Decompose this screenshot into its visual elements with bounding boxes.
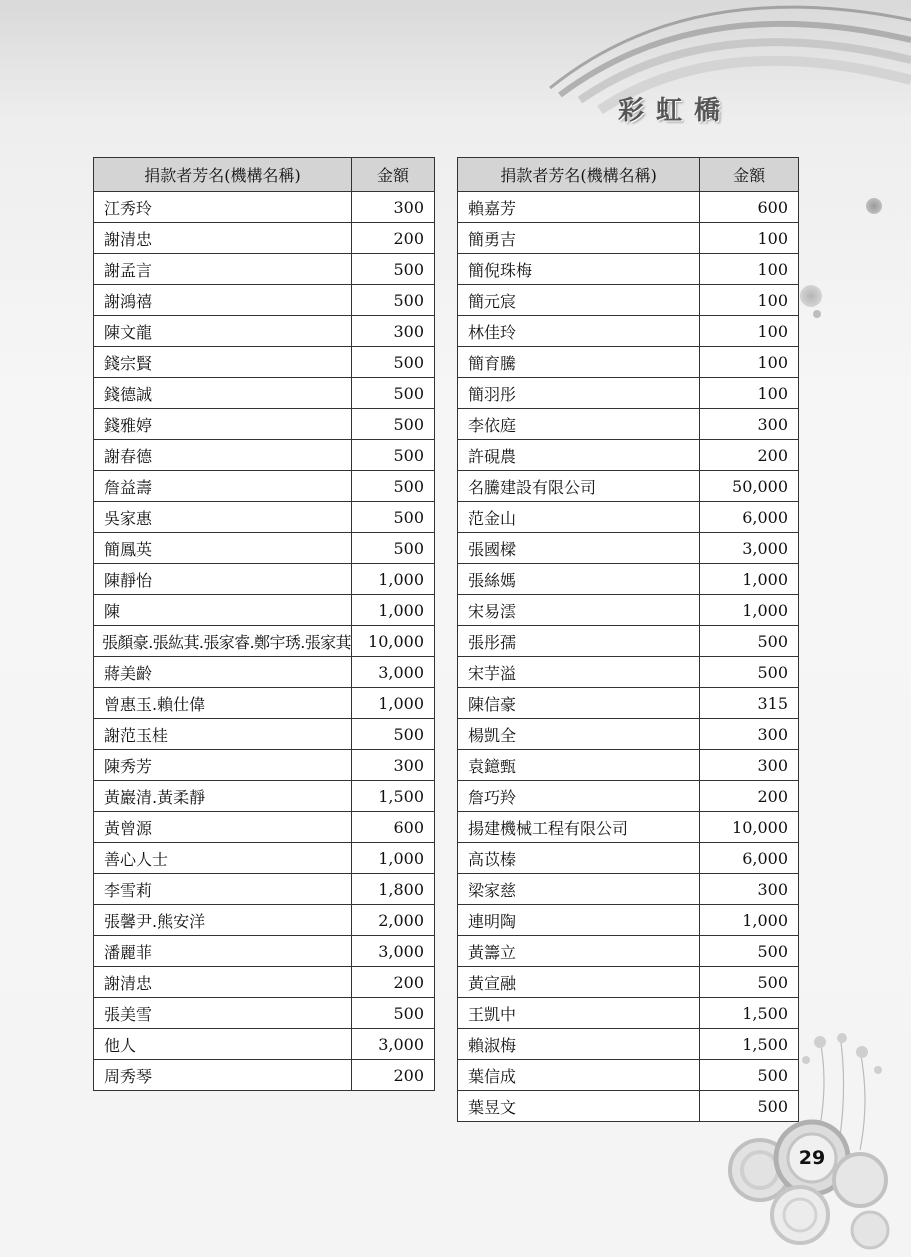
table-row — [458, 967, 799, 998]
donor-name: 錢雅婷 — [94, 409, 352, 440]
donor-name: 李依庭 — [458, 409, 700, 440]
donor-name: 名騰建設有限公司 — [458, 471, 700, 502]
donation-amount: 200 — [351, 223, 434, 254]
donor-name: 詹巧羚 — [458, 781, 700, 812]
table-row — [458, 719, 799, 750]
donor-name: 謝春德 — [94, 440, 352, 471]
table-row — [94, 378, 435, 409]
table-row — [94, 967, 435, 998]
table-row — [458, 533, 799, 564]
donor-name: 詹益壽 — [94, 471, 352, 502]
table-row — [458, 378, 799, 409]
donation-amount: 500 — [351, 378, 434, 409]
table-row — [458, 998, 799, 1029]
donor-table-left — [93, 157, 435, 1091]
table-row — [94, 285, 435, 316]
donor-name: 潘麗菲 — [94, 936, 352, 967]
donor-name: 謝清忠 — [94, 223, 352, 254]
donation-amount: 300 — [700, 719, 799, 750]
donation-amount: 500 — [700, 1091, 799, 1122]
header-title: 彩虹橋 — [618, 96, 733, 126]
table-row — [458, 905, 799, 936]
donor-name: 陳秀芳 — [94, 750, 352, 781]
donation-amount: 1,000 — [351, 564, 434, 595]
table-row — [458, 1091, 799, 1122]
table-row — [458, 626, 799, 657]
donation-amount: 200 — [351, 1060, 434, 1091]
donation-amount: 2,000 — [351, 905, 434, 936]
column-header-amount: 金額 — [351, 158, 434, 192]
donation-amount: 10,000 — [700, 812, 799, 843]
donation-amount: 1,000 — [351, 843, 434, 874]
donation-amount: 1,500 — [351, 781, 434, 812]
table-row — [94, 254, 435, 285]
table-row — [458, 1029, 799, 1060]
table-row — [458, 843, 799, 874]
donation-amount: 1,000 — [351, 595, 434, 626]
column-header-name: 捐款者芳名(機構名稱) — [94, 158, 352, 192]
donation-amount: 500 — [700, 657, 799, 688]
table-row — [94, 1029, 435, 1060]
donor-name: 簡勇吉 — [458, 223, 700, 254]
donor-name: 黃巖清.黃柔靜 — [94, 781, 352, 812]
table-row — [94, 936, 435, 967]
column-header-name: 捐款者芳名(機構名稱) — [458, 158, 700, 192]
table-row — [458, 564, 799, 595]
donor-name: 張馨尹.熊安洋 — [94, 905, 352, 936]
table-row — [94, 347, 435, 378]
donation-amount: 500 — [351, 719, 434, 750]
donor-name: 陳靜怡 — [94, 564, 352, 595]
table-row — [94, 781, 435, 812]
donor-name: 黃籌立 — [458, 936, 700, 967]
table-row — [94, 502, 435, 533]
donation-amount: 1,000 — [700, 564, 799, 595]
table-row — [458, 1060, 799, 1091]
donor-name: 高苡榛 — [458, 843, 700, 874]
donation-amount: 50,000 — [700, 471, 799, 502]
donor-name: 簡倪珠梅 — [458, 254, 700, 285]
table-row — [94, 843, 435, 874]
table-row — [458, 595, 799, 626]
donation-amount: 3,000 — [700, 533, 799, 564]
table-row — [458, 502, 799, 533]
donor-name: 吳家惠 — [94, 502, 352, 533]
donor-name: 范金山 — [458, 502, 700, 533]
donor-name: 葉信成 — [458, 1060, 700, 1091]
donation-amount: 100 — [700, 223, 799, 254]
table-row — [458, 254, 799, 285]
table-row — [458, 812, 799, 843]
donation-amount: 3,000 — [351, 657, 434, 688]
donation-amount: 100 — [700, 378, 799, 409]
table-row — [458, 285, 799, 316]
donation-amount: 315 — [700, 688, 799, 719]
donor-name: 王凱中 — [458, 998, 700, 1029]
donor-name: 簡育騰 — [458, 347, 700, 378]
donor-table-right — [457, 157, 799, 1122]
donation-amount: 6,000 — [700, 843, 799, 874]
donor-name: 簡鳳英 — [94, 533, 352, 564]
table-header-row — [94, 158, 435, 192]
donor-name: 宋易澐 — [458, 595, 700, 626]
table-row — [94, 564, 435, 595]
column-header-amount: 金額 — [700, 158, 799, 192]
table-row — [94, 595, 435, 626]
table-row — [94, 657, 435, 688]
donor-name: 陳文龍 — [94, 316, 352, 347]
donation-amount: 6,000 — [700, 502, 799, 533]
donor-name: 賴淑梅 — [458, 1029, 700, 1060]
table-row — [458, 471, 799, 502]
table-row — [458, 936, 799, 967]
page-number: 29 — [798, 1147, 826, 1169]
donation-amount: 300 — [700, 750, 799, 781]
donation-amount: 500 — [700, 936, 799, 967]
table-row — [94, 750, 435, 781]
donation-amount: 1,000 — [700, 595, 799, 626]
table-row — [94, 1060, 435, 1091]
donation-amount: 500 — [700, 626, 799, 657]
table-row — [94, 719, 435, 750]
donation-amount: 600 — [700, 192, 799, 223]
donor-name: 林佳玲 — [458, 316, 700, 347]
table-row — [458, 192, 799, 223]
donor-name: 黃宣融 — [458, 967, 700, 998]
donor-name: 陳信豪 — [458, 688, 700, 719]
donor-name: 袁鐿甄 — [458, 750, 700, 781]
donation-amount: 100 — [700, 316, 799, 347]
decor-dot — [800, 285, 822, 307]
donation-amount: 300 — [351, 316, 434, 347]
table-row — [94, 626, 435, 657]
donation-amount: 1,500 — [700, 998, 799, 1029]
table-row — [458, 750, 799, 781]
table-row — [458, 223, 799, 254]
donor-name: 錢宗賢 — [94, 347, 352, 378]
donor-name: 陳 — [94, 595, 352, 626]
table-row — [94, 905, 435, 936]
donation-amount: 500 — [700, 1060, 799, 1091]
table-row — [94, 812, 435, 843]
donation-amount: 500 — [700, 967, 799, 998]
table-row — [458, 688, 799, 719]
donor-name: 謝清忠 — [94, 967, 352, 998]
donation-amount: 500 — [351, 409, 434, 440]
table-row — [94, 471, 435, 502]
donor-name: 蔣美齡 — [94, 657, 352, 688]
donation-amount: 500 — [351, 285, 434, 316]
donation-amount: 200 — [700, 440, 799, 471]
donation-amount: 1,500 — [700, 1029, 799, 1060]
decor-dot — [866, 198, 882, 214]
donor-name: 張美雪 — [94, 998, 352, 1029]
donation-amount: 200 — [351, 967, 434, 998]
donation-amount: 600 — [351, 812, 434, 843]
table-row — [94, 440, 435, 471]
donor-name: 張顏豪.張紘萁.張家睿.鄭宇琇.張家萁 — [94, 626, 352, 657]
table-row — [458, 657, 799, 688]
table-row — [94, 192, 435, 223]
donation-amount: 500 — [351, 471, 434, 502]
donor-name: 江秀玲 — [94, 192, 352, 223]
donor-name: 楊凱全 — [458, 719, 700, 750]
donation-amount: 500 — [351, 254, 434, 285]
donation-amount: 500 — [351, 440, 434, 471]
donor-name: 宋芋溢 — [458, 657, 700, 688]
donation-amount: 100 — [700, 254, 799, 285]
donation-amount: 3,000 — [351, 1029, 434, 1060]
table-row — [94, 688, 435, 719]
donor-name: 張彤孺 — [458, 626, 700, 657]
donor-name: 連明陶 — [458, 905, 700, 936]
table-row — [458, 874, 799, 905]
decor-dot — [813, 310, 821, 318]
donation-amount: 300 — [700, 409, 799, 440]
donor-name: 梁家慈 — [458, 874, 700, 905]
donation-amount: 500 — [351, 502, 434, 533]
donor-name: 謝鴻禧 — [94, 285, 352, 316]
donor-name: 周秀琴 — [94, 1060, 352, 1091]
donor-name: 黃曾源 — [94, 812, 352, 843]
donation-amount: 100 — [700, 347, 799, 378]
donation-amount: 300 — [351, 192, 434, 223]
table-row — [94, 409, 435, 440]
donor-name: 揚建機械工程有限公司 — [458, 812, 700, 843]
donation-amount: 1,000 — [700, 905, 799, 936]
table-row — [458, 347, 799, 378]
donor-name: 簡元宸 — [458, 285, 700, 316]
table-row — [458, 409, 799, 440]
donor-name: 簡羽彤 — [458, 378, 700, 409]
donation-amount: 200 — [700, 781, 799, 812]
donation-amount: 500 — [351, 533, 434, 564]
donor-name: 錢德誠 — [94, 378, 352, 409]
donation-amount: 100 — [700, 285, 799, 316]
donation-amount: 1,800 — [351, 874, 434, 905]
table-row — [94, 874, 435, 905]
donor-name: 曾惠玉.賴仕偉 — [94, 688, 352, 719]
table-row — [94, 998, 435, 1029]
table-row — [94, 533, 435, 564]
donor-name: 張絲媽 — [458, 564, 700, 595]
table-row — [94, 316, 435, 347]
donor-name: 謝孟言 — [94, 254, 352, 285]
donation-amount: 500 — [351, 998, 434, 1029]
donor-name: 他人 — [94, 1029, 352, 1060]
donor-name: 李雪莉 — [94, 874, 352, 905]
table-row — [94, 223, 435, 254]
donor-name: 張國樑 — [458, 533, 700, 564]
donation-amount: 300 — [351, 750, 434, 781]
donor-name: 謝范玉桂 — [94, 719, 352, 750]
table-row — [458, 440, 799, 471]
donor-name: 許硯農 — [458, 440, 700, 471]
donor-name: 善心人士 — [94, 843, 352, 874]
donation-amount: 500 — [351, 347, 434, 378]
donor-name: 賴嘉芳 — [458, 192, 700, 223]
donation-amount: 10,000 — [351, 626, 434, 657]
donation-amount: 300 — [700, 874, 799, 905]
table-header-row — [458, 158, 799, 192]
donation-amount: 1,000 — [351, 688, 434, 719]
donor-name: 葉昱文 — [458, 1091, 700, 1122]
table-row — [458, 316, 799, 347]
donation-amount: 3,000 — [351, 936, 434, 967]
table-row — [458, 781, 799, 812]
